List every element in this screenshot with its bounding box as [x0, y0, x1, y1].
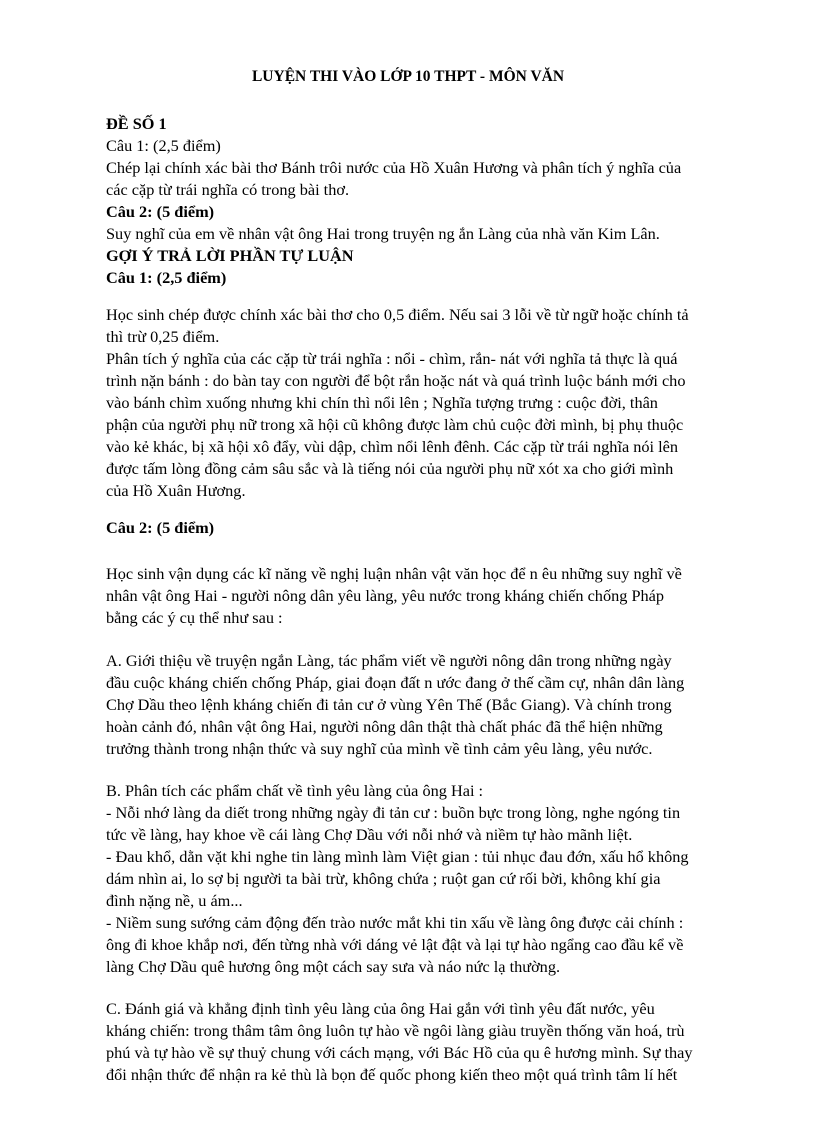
a2-b-line: - Niềm sung sướng cảm động đến trào nước mắt khi tin xấu về làng ông được cải chính :: [106, 913, 684, 932]
q2-label: Câu 2: (5 điểm): [106, 202, 215, 221]
a2-intro-line: bằng các ý cụ thể như sau :: [106, 608, 283, 627]
a2-intro-line: nhân vật ông Hai - người nông dân yêu làng, yêu nước trong kháng chiến chống Pháp: [106, 586, 665, 605]
exam-heading: ĐỀ SỐ 1: [106, 114, 167, 133]
a2-b-line: B. Phân tích các phẩm chất về tình yêu làng của ông Hai :: [106, 781, 484, 800]
a2-c-line: phú và tự hào về sự thuỷ chung với cách mạng, với Bác Hồ của qu ê hương mình. Sự thay: [106, 1043, 693, 1062]
a1-p1-line: thì trừ 0,25 điểm.: [106, 327, 220, 346]
q1-label: Câu 1: (2,5 điểm): [106, 136, 221, 155]
a2-section-c: [106, 998, 746, 1086]
a2-label-block: [106, 517, 746, 539]
a2-intro: [106, 563, 746, 629]
a2-c-line: C. Đánh giá và khẳng định tình yêu làng của ông Hai gắn với tình yêu đất nước, yêu: [106, 999, 655, 1018]
a2-b-line: dám nhìn ai, lo sợ bị người ta bài trừ, không chứa ; ruột gan cứ rối bời, không khí gia: [106, 869, 661, 888]
a2-label: Câu 2: (5 điểm): [106, 518, 215, 537]
a2-a-line: A. Giới thiệu về truyện ngắn Làng, tác phẩm viết về người nông dân trong những ngày: [106, 651, 672, 670]
a1-p2-line: của Hồ Xuân Hương.: [106, 481, 246, 500]
a1-p1-line: Học sinh chép được chính xác bài thơ cho 0,5 điểm. Nếu sai 3 lỗi về từ ngữ hoặc chính tả: [106, 305, 689, 324]
q1-line: các cặp từ trái nghĩa có trong bài thơ.: [106, 180, 350, 199]
a2-a-line: hoàn cảnh đó, nhân vật ông Hai, người nông dân thật thà chất phác đã thể hiện những: [106, 717, 663, 736]
exam-section: [106, 113, 746, 289]
a2-a-line: Chợ Dầu theo lệnh kháng chiến đi tản cư ở vùng Yên Thế (Bắc Giang). Và chính trong: [106, 695, 672, 714]
a2-intro-line: Học sinh vận dụng các kĩ năng về nghị luận nhân vật văn học để n êu những suy nghĩ về: [106, 564, 682, 583]
a1-p2-line: được tấm lòng đồng cảm sâu sắc và là tiếng nói của người phụ nữ xót xa cho giới mình: [106, 459, 674, 478]
a2-b-line: - Nỗi nhớ làng da diết trong những ngày đi tản cư : buồn bực trong lòng, nghe ngóng tin: [106, 803, 681, 822]
a2-b-line: - Đau khổ, dằn vặt khi nghe tin làng mình làm Việt gian : tủi nhục đau đớn, xấu hổ không: [106, 847, 689, 866]
a2-section-a: [106, 650, 746, 760]
a2-b-line: đình nặng nề, u ám...: [106, 891, 243, 910]
a1-p2-line: vào kẻ khác, bị xã hội xô đẩy, vùi dập, chìm nổi lênh đênh. Các cặp từ trái nghĩa nói lên: [106, 437, 679, 456]
q1-line: Chép lại chính xác bài thơ Bánh trôi nước của Hồ Xuân Hương và phân tích ý nghĩa của: [106, 158, 682, 177]
a1-label: Câu 1: (2,5 điểm): [106, 268, 227, 287]
a1-p2-line: Phân tích ý nghĩa của các cặp từ trái nghĩa : nổi - chìm, rắn- nát với nghĩa tả thực là quá: [106, 349, 678, 368]
a1-p2-line: trình nặn bánh : do bàn tay con người để bột rắn hoặc nát và quá trình luộc bánh mới cho: [106, 371, 686, 390]
a2-b-line: tức về làng, hay khoe về cái làng Chợ Dầu với nỗi nhớ và niềm tự hào mãnh liệt.: [106, 825, 633, 844]
a2-b-line: ông đi khoe khắp nơi, đến từng nhà với dáng vẻ lật đật và lại tự hào ngẩng cao đầu kể về: [106, 935, 684, 954]
a1-paragraphs: [106, 304, 746, 502]
q2-line: Suy nghĩ của em về nhân vật ông Hai trong truyện ng ắn Làng của nhà văn Kim Lân.: [106, 224, 660, 243]
a1-p2-line: phận của người phụ nữ trong xã hội cũ không được làm chủ cuộc đời mình, bị phụ thuộc: [106, 415, 684, 434]
answers-heading: GỢI Ý TRẢ LỜI PHẦN TỰ LUẬN: [106, 246, 354, 265]
a1-p2-line: vào bánh chìm xuống nhưng khi chín thì nổi lên ; Nghĩa tượng trưng : cuộc đời, thân: [106, 393, 658, 412]
a2-a-line: đầu cuộc kháng chiến chống Pháp, giai đoạn đất n ước đang ở thế cầm cự, nhân dân làng: [106, 673, 685, 692]
page-title: LUYỆN THI VÀO LỚP 10 THPT - MÔN VĂN: [251, 68, 565, 85]
a2-section-b: [106, 780, 746, 978]
a2-c-line: kháng chiến: trong thâm tâm ông luôn tự hào về ngôi làng giàu truyền thống văn hoá, trù: [106, 1021, 685, 1040]
a2-c-line: đổi nhận thức để nhận ra kẻ thù là bọn đế quốc phong kiến theo một quá trình tâm lí hết: [106, 1065, 678, 1084]
a2-b-line: làng Chợ Dầu quê hương ông một cách say sưa và náo nức lạ thường.: [106, 957, 561, 976]
a2-a-line: trưởng thành trong nhận thức và suy nghĩ của mình về tình cảm yêu làng, yêu nước.: [106, 739, 653, 758]
